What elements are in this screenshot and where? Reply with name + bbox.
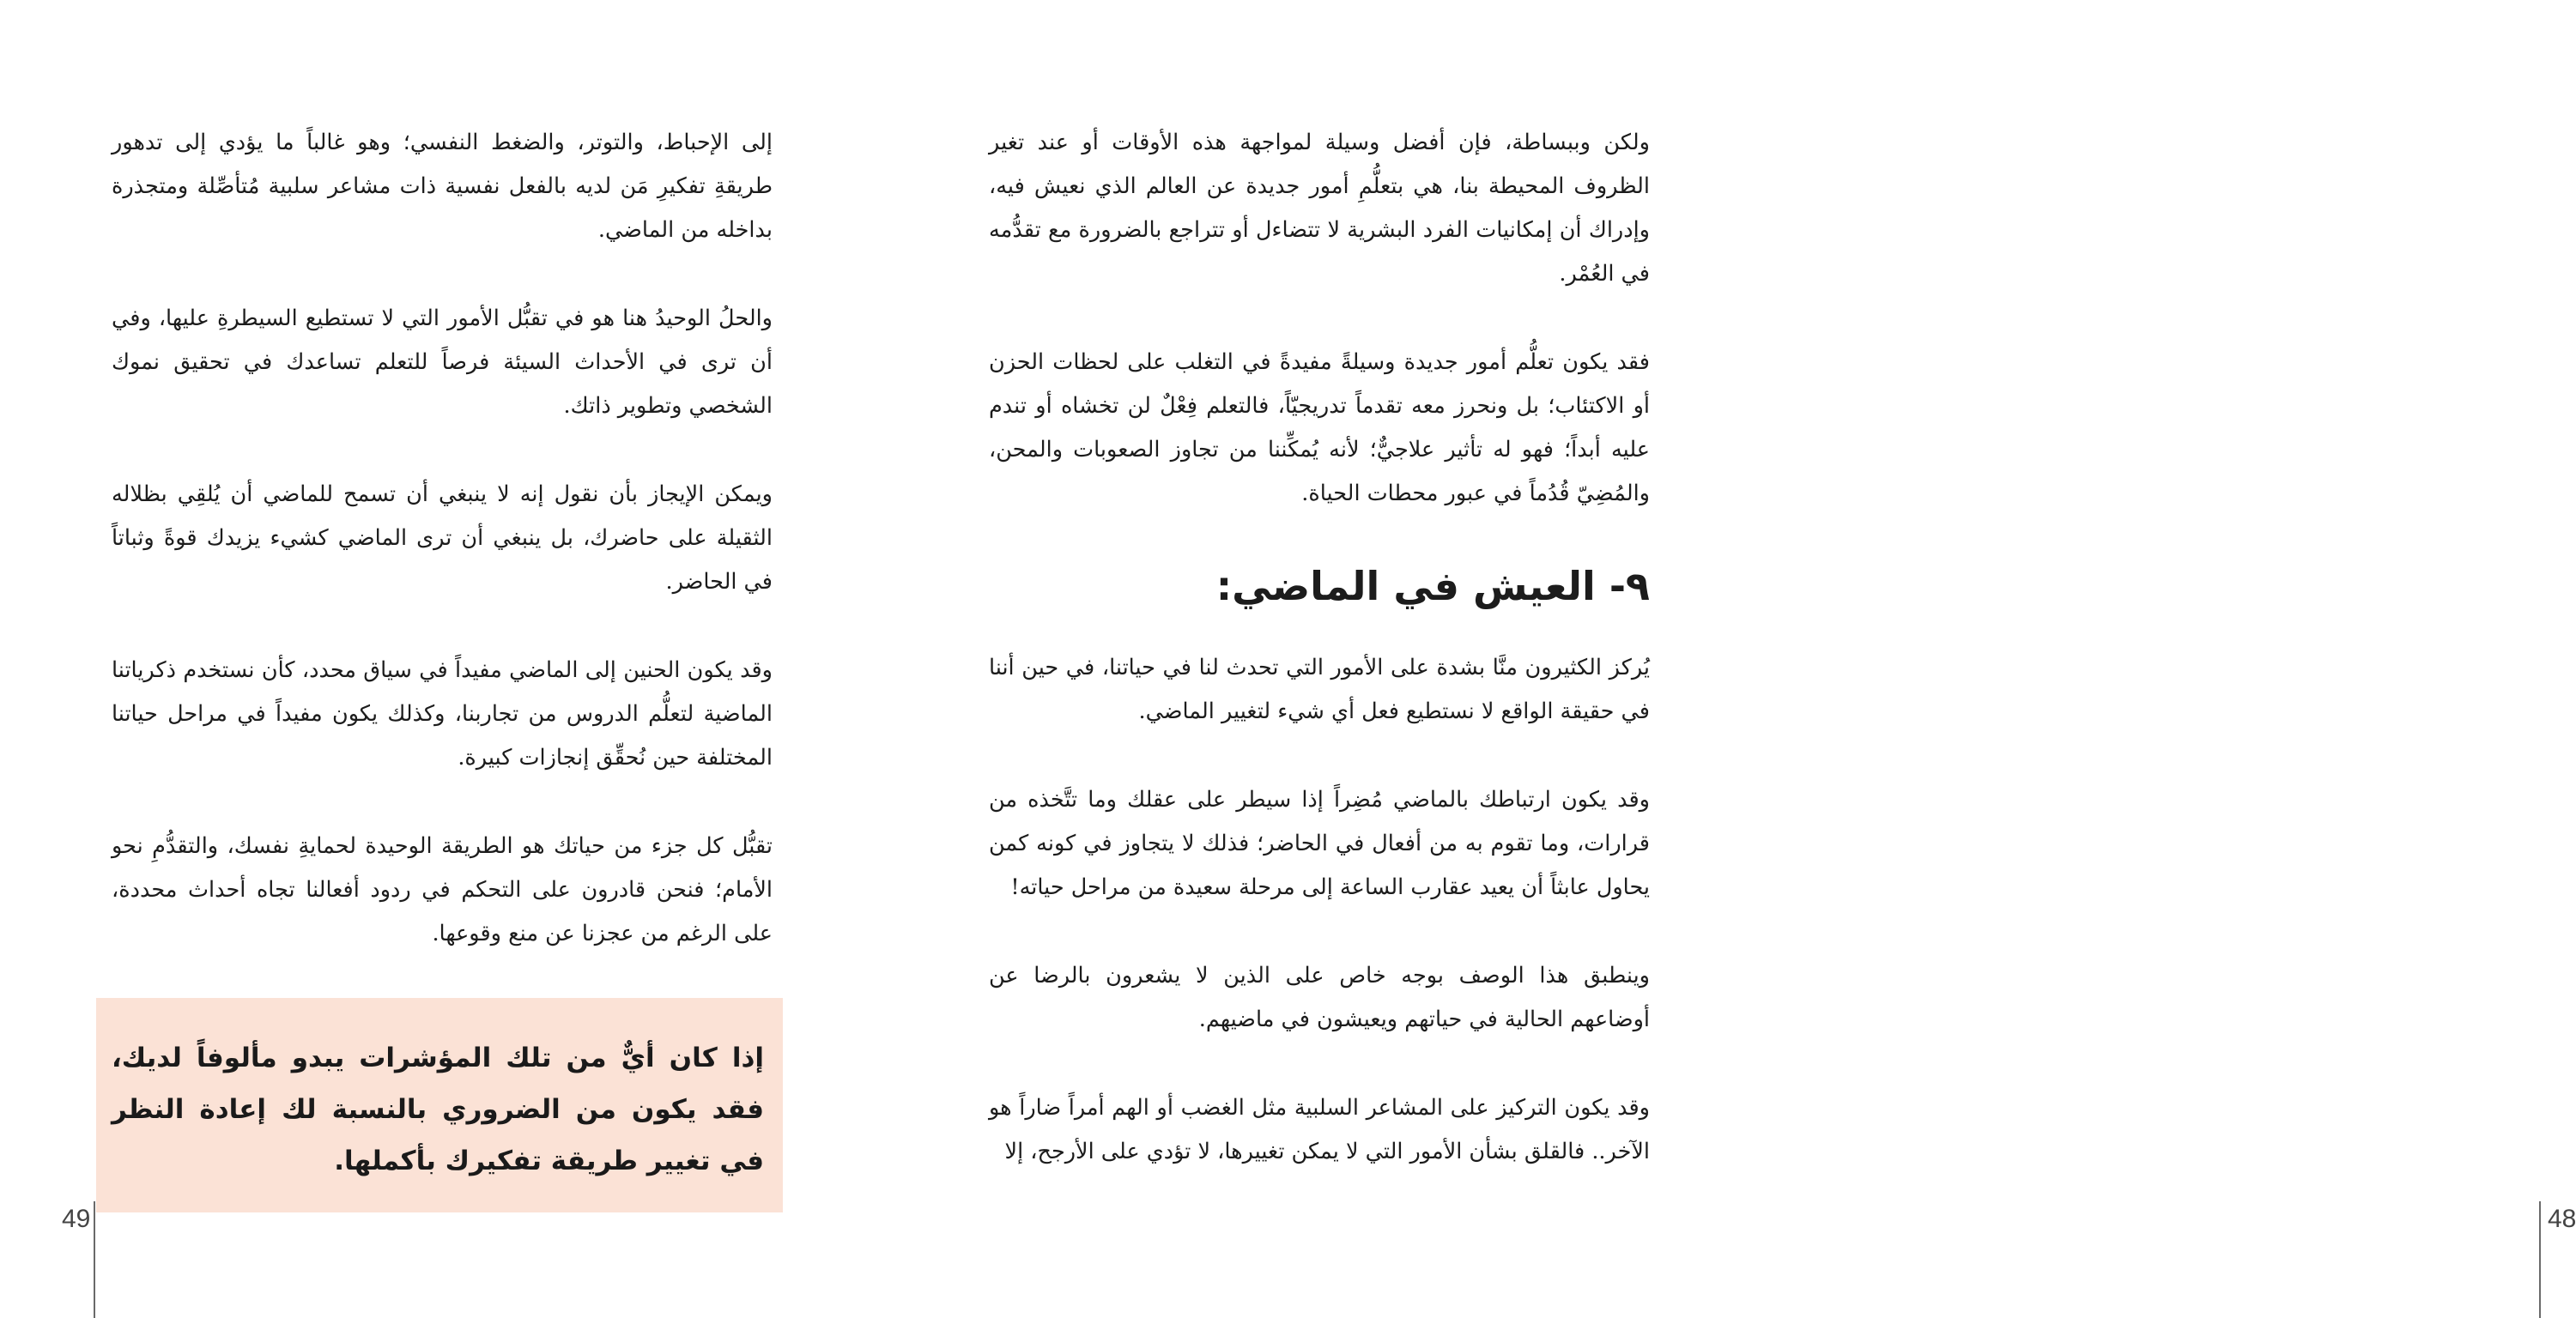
callout-text: إذا كان أيٌّ من تلك المؤشرات يبدو مألوفاً لديك، فقد يكون من الضروري بالنسبة لك إعادة النظر في تغيير طريقة تفكيرك بأكملها. — [112, 1043, 764, 1176]
paragraph: والحلُ الوحيدُ هنا هو في تقبُّل الأمور التي لا تستطيع السيطرةِ عليها، وفي أن ترى في الأحداث السيئة فرصاً للتعلم تساعدك في تحقيق نموك الشخصي وتطوير ذاتك. — [112, 305, 773, 419]
right-page — [879, 0, 2576, 1318]
right-page-body — [989, 121, 1650, 1218]
left-page-body — [112, 121, 773, 1001]
left-page — [0, 0, 879, 1318]
callout-box — [96, 998, 783, 1212]
paragraph: فقد يكون تعلُّم أمور جديدة وسيلةً مفيدةً في التغلب على لحظات الحزن أو الاكتئاب؛ بل ونحرز معه تقدماً تدريجيّاً، فالتعلم فِعْلٌ لن تخشاه أو تندم عليه أبداً؛ فهو له تأثير علاجيٌّ؛ لأنه يُمكِّننا من تجاوز الصعوبات والمحن، والمُضِيّ قُدُماً في عبور محطات الحياة. — [989, 349, 1650, 506]
paragraph: إلى الإحباط، والتوتر، والضغط النفسي؛ وهو غالباً ما يؤدي إلى تدهور طريقةِ تفكيرِ مَن لديه بالفعل نفسية ذات مشاعر سلبية مُتأصِّلة ومتجذرة بداخله من الماضي. — [112, 130, 773, 243]
paragraph: وقد يكون التركيز على المشاعر السلبية مثل الغضب أو الهم أمراً ضاراً هو الآخر.. فالقلق بشأن الأمور التي لا يمكن تغييرها، لا تؤدي على الأرجح، إلا — [989, 1095, 1650, 1164]
page-number-left: 49 — [62, 1205, 91, 1233]
paragraph: يُركز الكثيرون منَّا بشدة على الأمور التي تحدث لنا في حياتنا، في حين أننا في حقيقة الواقع لا نستطيع فعل أي شيء لتغيير الماضي. — [989, 655, 1650, 724]
paragraph: وقد يكون ارتباطك بالماضي مُضِراً إذا سيطر على عقلك وما تتَّخذه من قرارات، وما تقوم به من أفعال في الحاضر؛ فذلك لا يتجاوز في كونه كمن يحاول عابثاً أن يعيد عقارب الساعة إلى مرحلة سعيدة من مراحل حياته! — [989, 787, 1650, 900]
margin-rule-left — [94, 1201, 95, 1318]
page-number-right: 48 — [2548, 1205, 2576, 1233]
paragraph: تقبُّل كل جزء من حياتك هو الطريقة الوحيدة لحمايةِ نفسك، والتقدُّمِ نحو الأمام؛ فنحن قادرون على التحكم في ردود أفعالنا تجاه أحداث محددة، على الرغم من عجزنا عن منع وقوعها. — [112, 833, 773, 946]
paragraph: وينطبق هذا الوصف بوجه خاص على الذين لا يشعرون بالرضا عن أوضاعهم الحالية في حياتهم ويعيشون في ماضيهم. — [989, 963, 1650, 1032]
section-heading: ٩- العيش في الماضي: — [1215, 563, 1650, 609]
paragraph: ويمكن الإيجاز بأن نقول إنه لا ينبغي أن تسمح للماضي أن يُلقِي بظلاله الثقيلة على حاضرك، بل ينبغي أن ترى الماضي كشيء يزيدك قوةً وثباتاً في الحاضر. — [112, 481, 773, 595]
margin-rule-right — [2539, 1201, 2541, 1318]
paragraph: ولكن وببساطة، فإن أفضل وسيلة لمواجهة هذه الأوقات أو عند تغير الظروف المحيطة بنا، هي بتعلُّمِ أمور جديدة عن العالم الذي نعيش فيه، وإدراك أن إمكانيات الفرد البشرية لا تتضاءل أو تتراجع بالضرورة مع تقدُّمه في العُمْر. — [989, 130, 1650, 287]
paragraph: وقد يكون الحنين إلى الماضي مفيداً في سياق محدد، كأن نستخدم ذكرياتنا الماضية لتعلُّم الدروس من تجاربنا، وكذلك يكون مفيداً في مراحل حياتنا المختلفة حين نُحقِّق إنجازات كبيرة. — [112, 657, 773, 771]
